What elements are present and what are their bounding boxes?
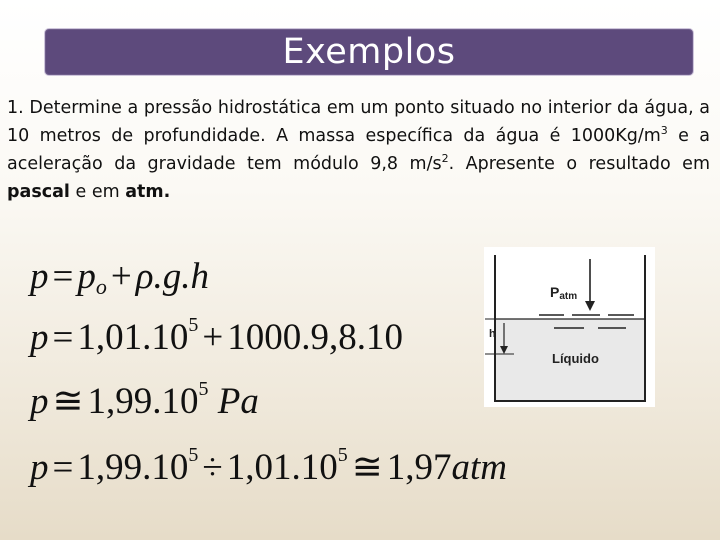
slide-title: Exemplos bbox=[282, 31, 456, 72]
formula-var-p: p bbox=[30, 447, 49, 488]
formula-exponent: 5 bbox=[188, 314, 199, 336]
formula-var-p: p bbox=[30, 381, 49, 422]
formula-mantissa-1: 1,99.10 bbox=[77, 447, 189, 488]
formula-product: 1000.9,8.10 bbox=[227, 317, 403, 358]
container-illustration bbox=[484, 247, 655, 407]
formula-var-p0: p bbox=[77, 256, 96, 297]
formula-approx: ≅ bbox=[52, 381, 84, 422]
unit-pascal: pascal bbox=[7, 182, 70, 202]
patm-arrow-head bbox=[585, 301, 595, 311]
formula-equals: = bbox=[52, 317, 74, 358]
problem-text-2: e a aceleração da gravidade tem módulo 9,8 m/s bbox=[7, 126, 710, 174]
formula-g-h: .g.h bbox=[153, 256, 210, 297]
formula-exponent-1: 5 bbox=[188, 444, 199, 466]
exponent-2: 2 bbox=[441, 152, 449, 165]
formula-exponent-2: 5 bbox=[337, 444, 348, 466]
formula-hydrostatic bbox=[30, 256, 210, 299]
formula-mantissa: 1,01.10 bbox=[77, 317, 189, 358]
formula-divide: ÷ bbox=[202, 447, 223, 488]
liquid-label: Líquido bbox=[552, 351, 599, 366]
formula-result-atm bbox=[30, 444, 507, 488]
formula-unit-atm: atm bbox=[451, 447, 507, 488]
formula-unit-pa: Pa bbox=[217, 381, 259, 422]
formula-plus: + bbox=[110, 256, 132, 297]
problem-statement bbox=[7, 94, 710, 206]
formula-var-p: p bbox=[30, 317, 49, 358]
unit-atm: atm. bbox=[125, 182, 171, 202]
problem-text-1: 1. Determine a pressão hidrostática em um ponto situado no interior da água, a 10 metros de profundidade. A massa específica da água é 1000Kg/m bbox=[7, 98, 710, 146]
formula-equals: = bbox=[52, 256, 74, 297]
liquid-container-diagram bbox=[484, 247, 655, 407]
patm-label: Patm bbox=[550, 284, 578, 302]
formula-result-value: 1,97 bbox=[386, 447, 452, 488]
formula-var-p: p bbox=[30, 256, 49, 297]
formula-mantissa: 1,99.10 bbox=[87, 381, 199, 422]
slide-title-bar bbox=[44, 28, 694, 76]
formula-mantissa-2: 1,01.10 bbox=[226, 447, 338, 488]
formula-result-pascal bbox=[30, 378, 259, 422]
formula-substitution bbox=[30, 314, 403, 358]
problem-text-4: e em bbox=[69, 182, 126, 202]
formula-equals: = bbox=[52, 447, 74, 488]
problem-text-3: . Apresente o resultado em bbox=[448, 154, 710, 174]
formula-rho: ρ bbox=[135, 256, 154, 297]
formula-subscript-o: o bbox=[95, 274, 107, 299]
exponent-3: 3 bbox=[660, 124, 668, 137]
formula-exponent: 5 bbox=[198, 378, 209, 400]
h-label: h bbox=[489, 328, 496, 340]
formula-approx: ≅ bbox=[351, 447, 383, 488]
formula-plus: + bbox=[202, 317, 224, 358]
